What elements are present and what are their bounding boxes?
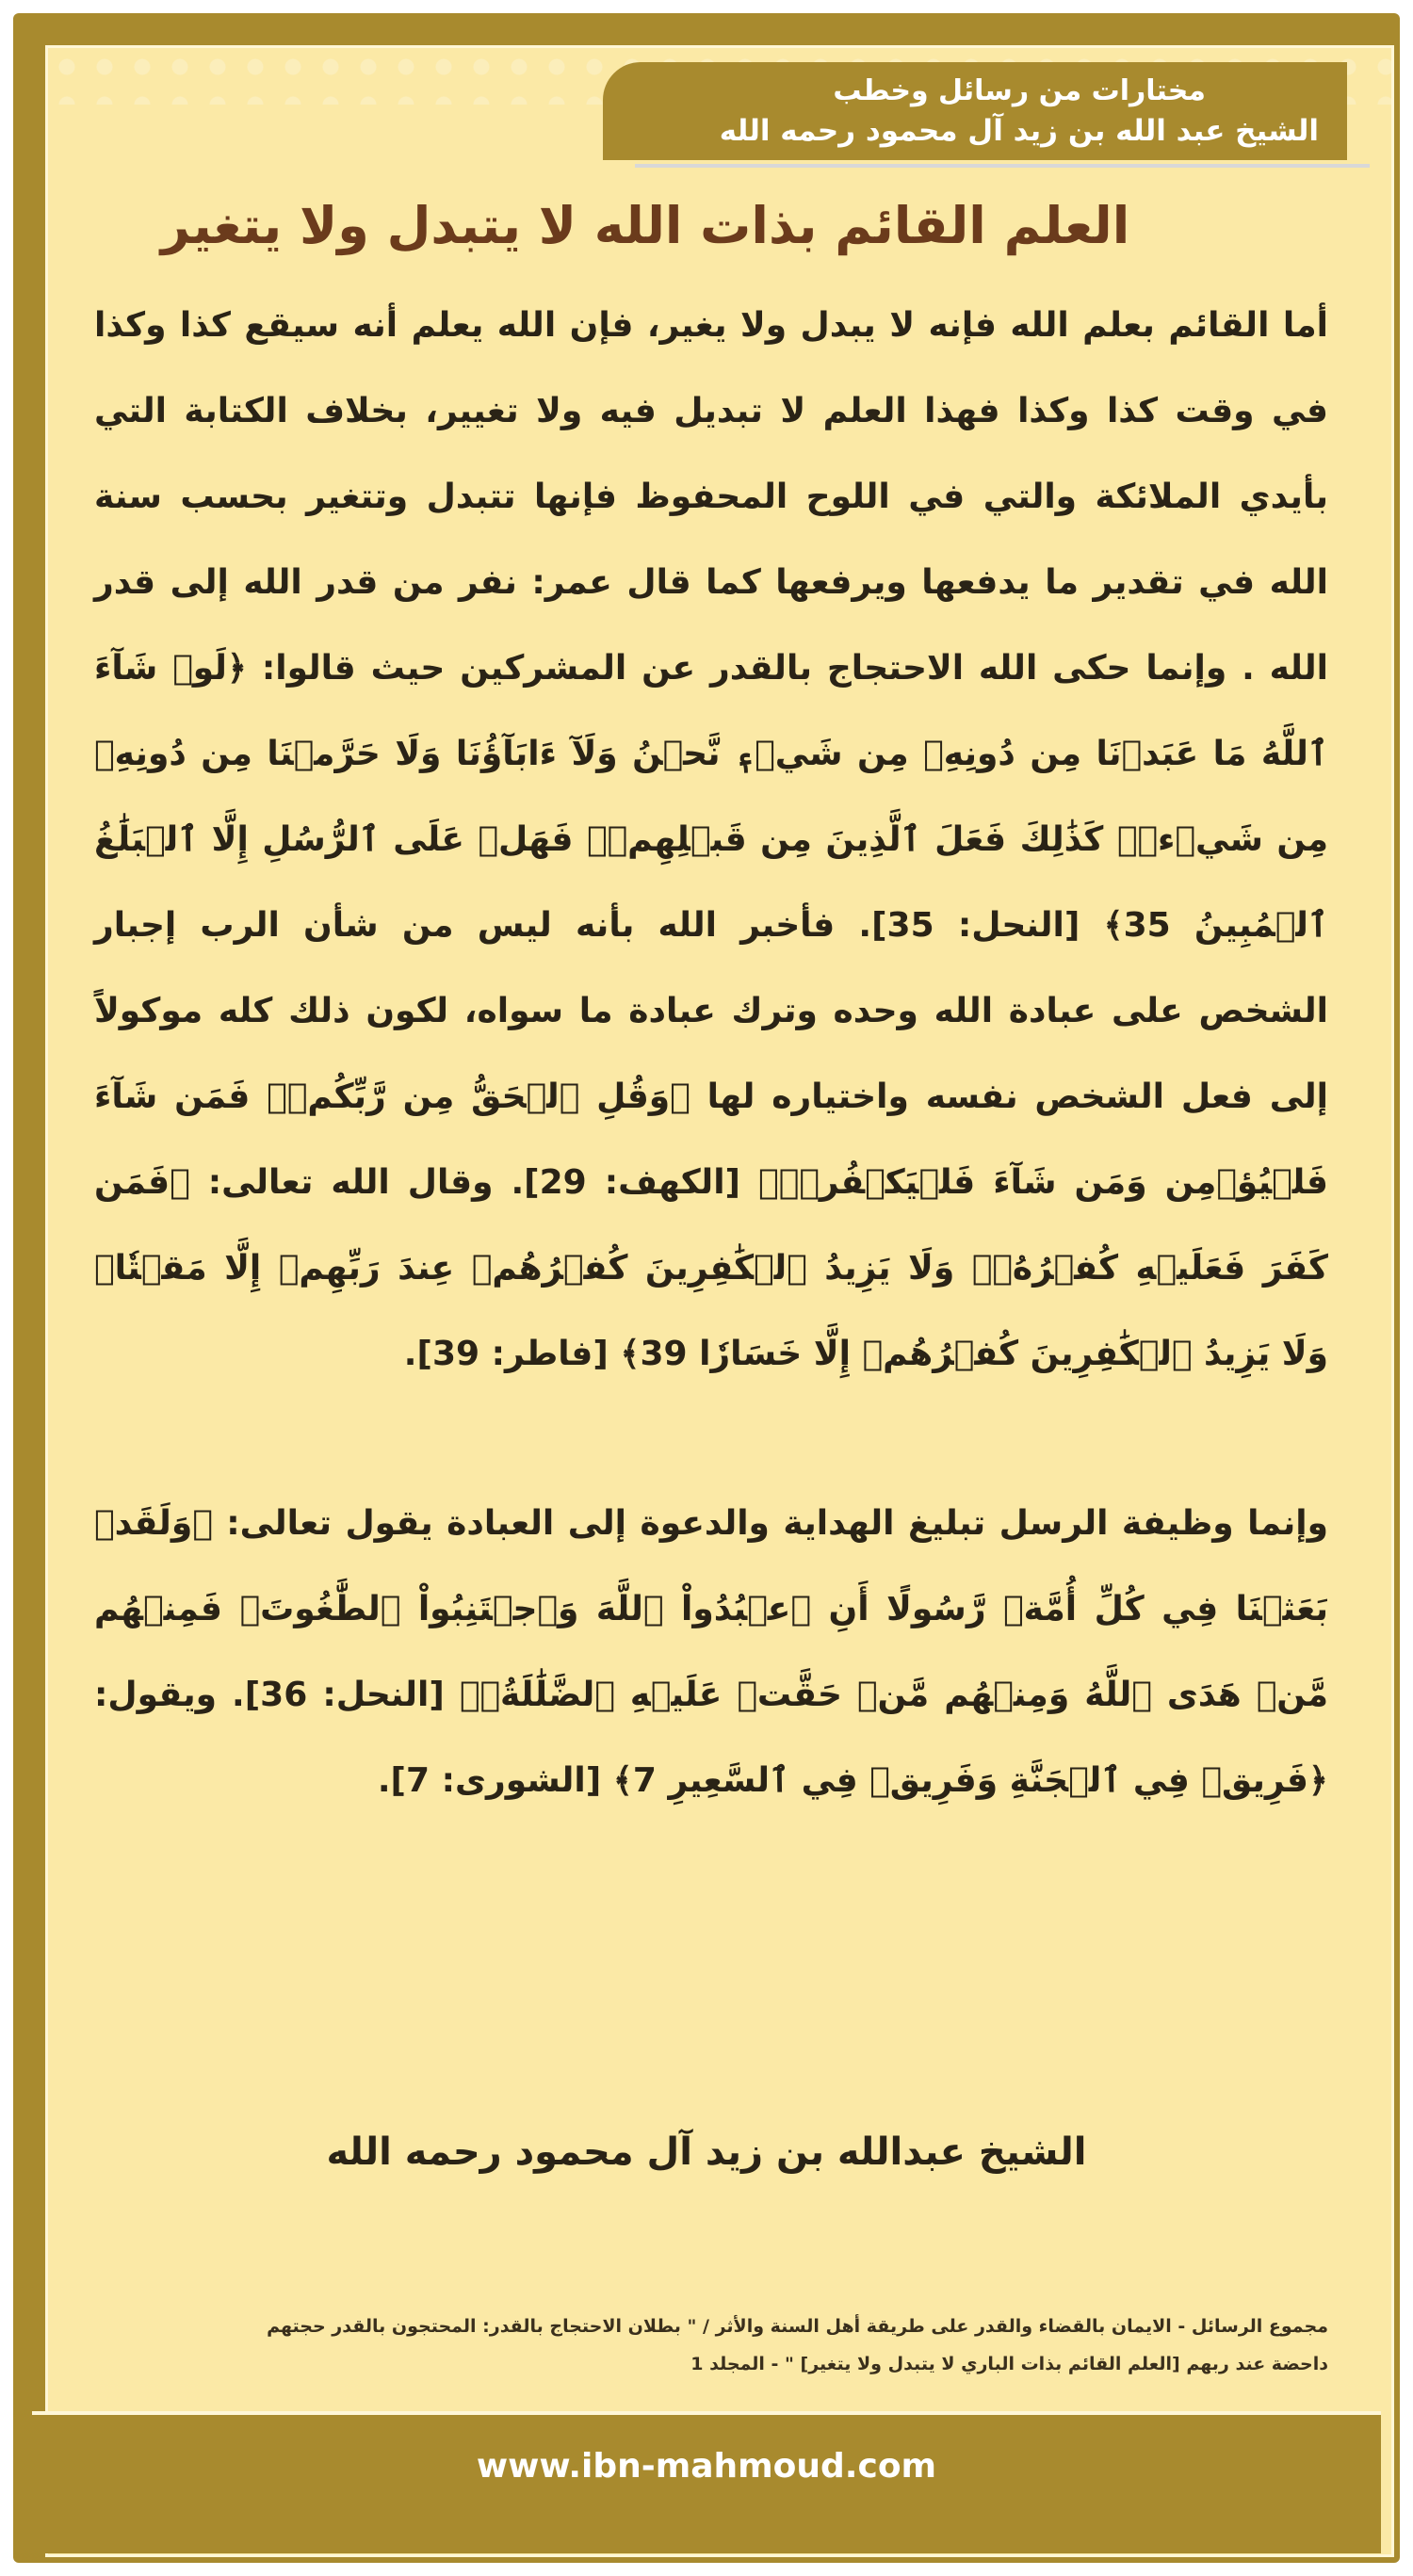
article-title: العلم القائم بذات الله لا يتبدل ولا يتغير [160, 196, 1130, 255]
article-body [94, 283, 1328, 1823]
website-link[interactable]: www.ibn-mahmoud.com [476, 2447, 937, 2486]
source-reference [94, 2308, 1328, 2383]
header-underline [635, 164, 1370, 168]
series-header [603, 62, 1347, 160]
series-title: مختارات من رسائل وخطب [833, 74, 1206, 107]
reference-line-2: داحضة عند ربهم [العلم القائم بذات الباري لا يتبدل ولا يتغير] " - المجلد 1 [690, 2354, 1328, 2374]
footer-bar [32, 2411, 1381, 2553]
paragraph-1: أما القائم بعلم الله فإنه لا يبدل ولا يغير، فإن الله يعلم أنه سيقع كذا وكذا في وقت كذا وكذا فهذا العلم لا تبديل فيه ولا تغيير، بخلاف الكتابة التي بأيدي الملائكة والتي في اللوح المحفوظ فإنها تتبدل وتتغير بحسب سنة الله في تقدير ما يدفعها ويرفعها كما قال عمر: نفر من قدر الله إلى قدر الله . وإنما حكى الله الاحتجاج بالقدر عن المشركين حيث قالوا: ﴿لَوۡ شَآءَ ٱللَّهُ مَا عَبَدۡنَا مِن دُونِهِۦ مِن شَيۡءٖ نَّحۡنُ وَلَآ ءَابَآؤُنَا وَلَا حَرَّمۡنَا مِن دُونِهِۦ مِن شَيۡءٖۚ كَذَٰلِكَ فَعَلَ ٱلَّذِينَ مِن قَبۡلِهِمۡۚ فَهَلۡ عَلَى ٱلرُّسُلِ إِلَّا ٱلۡبَلَٰغُ ٱلۡمُبِينُ 35﴾ [النحل: 35]. فأخبر الله بأنه ليس من شأن الرب إجبار الشخص على عبادة الله وحده وترك عبادة ما سواه، لكون ذلك كله موكولاً إلى فعل الشخص نفسه واختياره لها ﴿وَقُلِ ٱلۡحَقُّ مِن رَّبِّكُمۡۖ فَمَن شَآءَ فَلۡيُؤۡمِن وَمَن شَآءَ فَلۡيَكۡفُرۡۚ﴾ [الكهف: 29]. وقال الله تعالى: ﴿فَمَن كَفَرَ فَعَلَيۡهِ كُفۡرُهُۥۖ وَلَا يَزِيدُ ٱلۡكَٰفِرِينَ كُفۡرُهُمۡ عِندَ رَبِّهِمۡ إِلَّا مَقۡتٗاۖ وَلَا يَزِيدُ ٱلۡكَٰفِرِينَ كُفۡرُهُمۡ إِلَّا خَسَارٗا 39﴾ [فاطر: 39]. [94, 306, 1329, 1373]
paragraph-2: وإنما وظيفة الرسل تبليغ الهداية والدعوة إلى العبادة يقول تعالى: ﴿وَلَقَدۡ بَعَثۡنَا فِي كُلِّ أُمَّةٖ رَّسُولًا أَنِ ٱعۡبُدُواْ ٱللَّهَ وَٱجۡتَنِبُواْ ٱلطَّٰغُوتَۖ فَمِنۡهُم مَّنۡ هَدَى ٱللَّهُ وَمِنۡهُم مَّنۡ حَقَّتۡ عَلَيۡهِ ٱلضَّلَٰلَةُۚ﴾ [النحل: 36]. ويقول: ﴿فَرِيقٞ فِي ٱلۡجَنَّةِ وَفَرِيقٞ فِي ٱلسَّعِيرِ 7﴾ [الشورى: 7]. [94, 1504, 1328, 1800]
author-signature: الشيخ عبدالله بن زيد آل محمود رحمه الله [326, 2130, 1087, 2174]
reference-line-1: مجموع الرسائل - الايمان بالقضاء والقدر على طريقة أهل السنة والأثر / " بطلان الاحتجاج بالقدر: المحتجون بالقدر حجتهم [267, 2316, 1328, 2337]
author-name-header: الشيخ عبد الله بن زيد آل محمود رحمه الله [719, 114, 1319, 148]
